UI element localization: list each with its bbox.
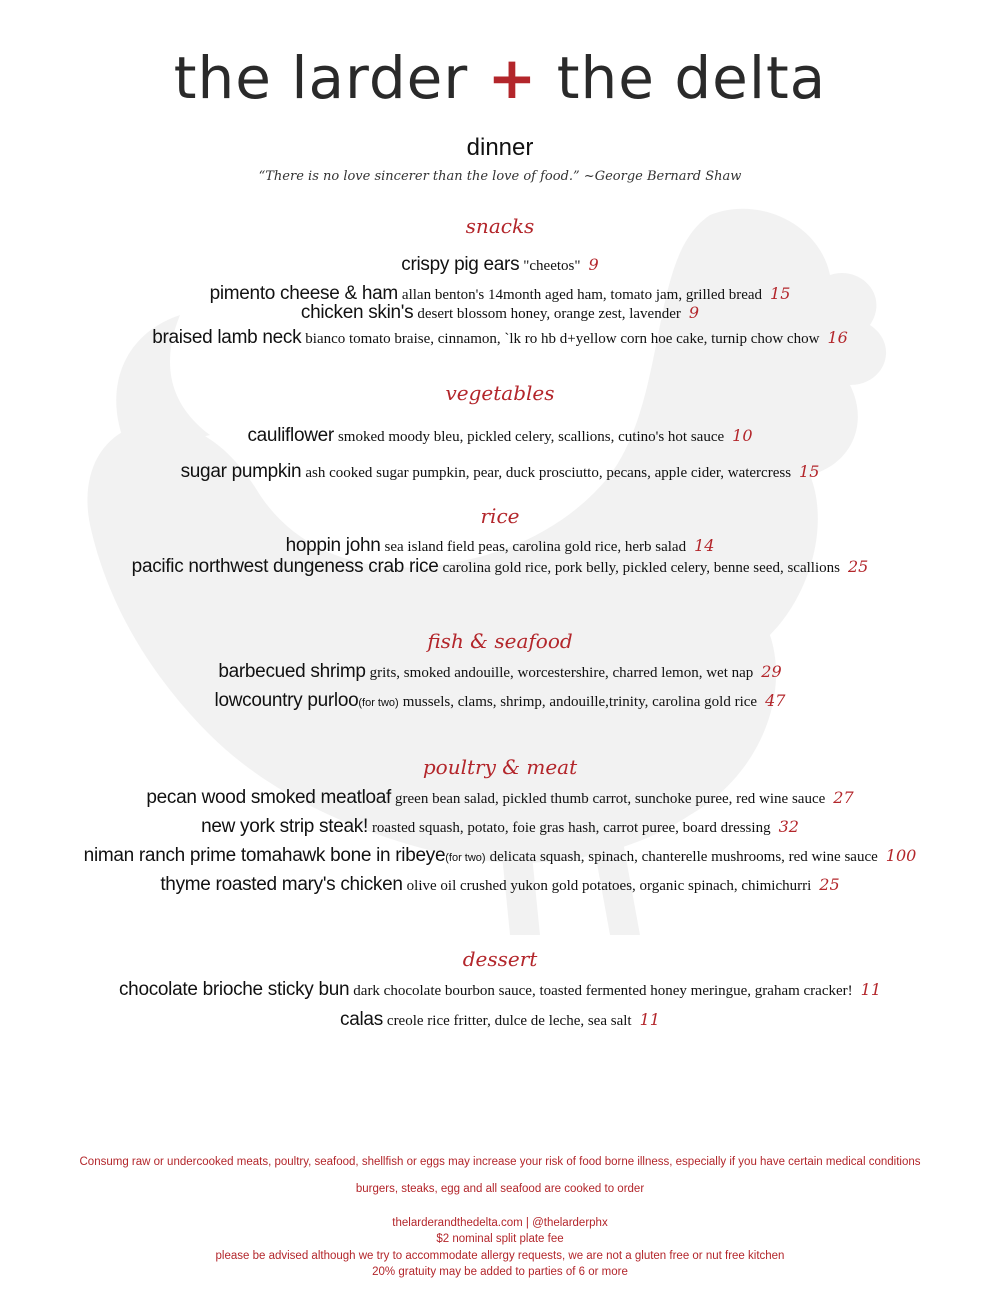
food-safety-warning: Consumg raw or undercooked meats, poultry, seafood, shellfish or eggs may increase your risk of food borne illness, especially if you have certain medical conditions xyxy=(79,1156,921,1168)
section-title-snacks: snacks xyxy=(465,214,535,238)
allergy-note: please be advised although we try to accommodate allergy requests, we are not a gluten free or nut free kitchen xyxy=(215,1250,785,1262)
item-name: thyme roasted mary's chicken xyxy=(160,874,403,895)
menu-quote: “There is no love sincerer than the love of food.” ~George Bernard Shaw xyxy=(258,169,742,184)
item-description: delicata squash, spinach, chanterelle mushrooms, red wine sauce xyxy=(489,849,878,865)
menu-item xyxy=(0,816,1000,838)
gratuity-note: 20% gratuity may be added to parties of 6 or more xyxy=(372,1266,628,1278)
item-price: 25 xyxy=(847,557,869,576)
item-description: ash cooked sugar pumpkin, pear, duck prosciutto, pecans, apple cider, watercress xyxy=(305,465,792,481)
item-price: 11 xyxy=(860,980,881,999)
item-price: 15 xyxy=(799,462,820,481)
item-name: niman ranch prime tomahawk bone in ribeye xyxy=(83,845,446,866)
item-price: 10 xyxy=(732,426,753,445)
menu-item xyxy=(0,1009,1000,1031)
item-name: hoppin john xyxy=(285,535,381,556)
item-price: 47 xyxy=(765,691,786,710)
item-price: 29 xyxy=(761,662,782,681)
menu-item xyxy=(0,845,1000,867)
item-description: "cheetos" xyxy=(523,258,581,274)
menu-item xyxy=(0,661,1000,683)
section-title-rice: rice xyxy=(480,504,520,528)
item-name: crispy pig ears xyxy=(401,254,520,275)
item-price: 15 xyxy=(770,284,791,303)
split-fee-note: $2 nominal split plate fee xyxy=(436,1233,564,1245)
restaurant-logo xyxy=(0,44,1000,112)
logo-name-left: the larder xyxy=(173,44,469,112)
item-description: allan benton's 14month aged ham, tomato jam, grilled bread xyxy=(401,287,763,303)
item-description: roasted squash, potato, foie gras hash, carrot puree, board dressing xyxy=(371,820,771,836)
item-name: barbecued shrimp xyxy=(218,661,366,682)
item-price: 9 xyxy=(588,255,599,274)
item-note: (for two) xyxy=(358,697,399,709)
item-name: lowcountry purloo xyxy=(214,690,359,711)
item-price: 100 xyxy=(885,846,917,865)
item-description: carolina gold rice, pork belly, pickled celery, benne seed, scallions xyxy=(442,560,840,576)
item-description: bianco tomato braise, cinnamon, `lk ro hb d+yellow corn hoe cake, turnip chow chow xyxy=(305,331,820,347)
menu-item xyxy=(0,302,1000,324)
item-name: chicken skin's xyxy=(300,302,414,323)
item-name: calas xyxy=(340,1009,383,1030)
item-name: pecan wood smoked meatloaf xyxy=(146,787,392,808)
menu-item xyxy=(0,327,1000,349)
item-name: cauliflower xyxy=(247,425,334,446)
menu-item xyxy=(0,461,1000,483)
item-description: green bean salad, pickled thumb carrot, sunchoke puree, red wine sauce xyxy=(395,791,826,807)
contact-info: thelarderandthedelta.com | @thelarderphx xyxy=(392,1217,608,1229)
item-price: 11 xyxy=(639,1010,660,1029)
menu-item xyxy=(0,425,1000,447)
menu-item xyxy=(0,556,1000,578)
item-name: braised lamb neck xyxy=(152,327,302,348)
item-name: chocolate brioche sticky bun xyxy=(118,979,350,1000)
item-description: grits, smoked andouille, worcestershire, charred lemon, wet nap xyxy=(369,665,754,681)
logo-name-right: the delta xyxy=(556,44,827,112)
item-price: 27 xyxy=(833,788,854,807)
menu-item xyxy=(0,535,1000,557)
item-price: 14 xyxy=(694,536,715,555)
menu-item xyxy=(0,254,1000,276)
item-description: smoked moody bleu, pickled celery, scallions, cutino's hot sauce xyxy=(337,429,725,445)
section-title-meat: poultry & meat xyxy=(422,755,578,779)
item-name: pacific northwest dungeness crab rice xyxy=(131,556,439,577)
section-title-dessert: dessert xyxy=(462,947,538,971)
item-note: (for two) xyxy=(445,852,486,864)
item-name: sugar pumpkin xyxy=(180,461,302,482)
menu-item xyxy=(0,690,1000,712)
item-name: pimento cheese & ham xyxy=(209,283,398,304)
item-description: desert blossom honey, orange zest, lavender xyxy=(417,306,681,322)
item-price: 25 xyxy=(819,875,840,894)
item-price: 16 xyxy=(827,328,848,347)
section-title-seafood: fish & seafood xyxy=(427,629,573,653)
item-description: creole rice fritter, dulce de leche, sea salt xyxy=(386,1013,632,1029)
item-description: mussels, clams, shrimp, andouille,trinity, carolina gold rice xyxy=(402,694,758,710)
item-name: new york strip steak! xyxy=(201,816,368,837)
item-price: 32 xyxy=(778,817,799,836)
item-description: dark chocolate bourbon sauce, toasted fermented honey meringue, graham cracker! xyxy=(353,983,853,999)
item-description: sea island field peas, carolina gold rice, herb salad xyxy=(384,539,687,555)
logo-ampersand: + xyxy=(487,44,538,112)
section-title-vegetables: vegetables xyxy=(445,381,555,405)
page-title: dinner xyxy=(466,134,534,161)
menu-item xyxy=(0,979,1000,1001)
menu-item xyxy=(0,787,1000,809)
item-price: 9 xyxy=(688,303,700,322)
menu-item xyxy=(0,874,1000,896)
cooked-to-order-note: burgers, steaks, egg and all seafood are cooked to order xyxy=(355,1183,645,1195)
item-description: olive oil crushed yukon gold potatoes, organic spinach, chimichurri xyxy=(406,878,812,894)
